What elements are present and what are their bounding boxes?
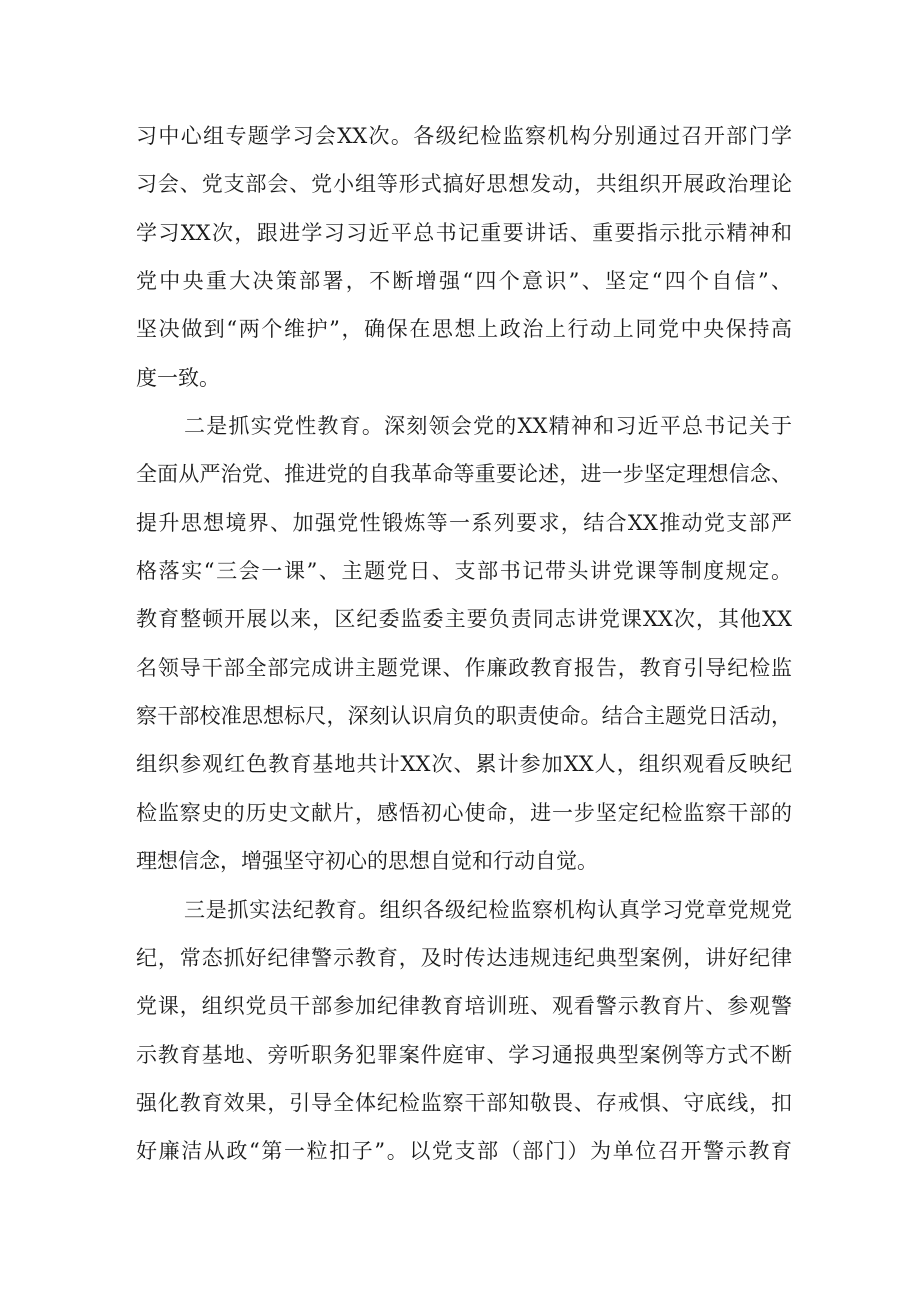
text-line: 格落实“三会一课”、主题党日、支部书记带头讲党课等制度规定。 (136, 559, 792, 584)
text-line: 全面从严治党、推进党的自我革命等重要论述，进一步坚定理想信念、 (136, 462, 792, 487)
document-body (136, 112, 792, 1176)
text-line: 理想信念，增强坚守初心的思想自觉和行动自觉。 (136, 849, 598, 874)
text-line: 学习XX次，跟进学习习近平总书记重要讲话、重要指示批示精神和 (136, 220, 792, 245)
text-line: 提升思想境界、加强党性锻炼等一系列要求，结合XX推动党支部严 (136, 510, 792, 535)
text-line: 察干部校准思想标尺，深刻认识肩负的职责使命。结合主题党日活动， (136, 704, 792, 729)
text-line: 示教育基地、旁听职务犯罪案件庭审、学习通报典型案例等方式不断 (136, 1042, 792, 1067)
paragraph-continued (136, 112, 792, 402)
text-line: 好廉洁从政“第一粒扣子”。以党支部（部门）为单位召开警示教育 (136, 1139, 792, 1164)
text-line: 党中央重大决策部署，不断增强“四个意识”、坚定“四个自信”、 (136, 269, 792, 294)
text-line: 教育整顿开展以来，区纪委监委主要负责同志讲党课XX次，其他XX (136, 607, 792, 632)
text-line: 三是抓实法纪教育。组织各级纪检监察机构认真学习党章党规党 (184, 897, 792, 922)
paragraph-law-discipline-education (136, 886, 792, 1176)
text-line: 习中心组专题学习会XX次。各级纪检监察机构分别通过召开部门学 (136, 124, 792, 148)
text-line: 纪，常态抓好纪律警示教育，及时传达违规违纪典型案例，讲好纪律 (136, 945, 792, 970)
text-line: 组织参观红色教育基地共计XX次、累计参加XX人，组织观看反映纪 (136, 752, 792, 777)
text-line: 党课，组织党员干部参加纪律教育培训班、观看警示教育片、参观警 (136, 994, 792, 1019)
text-line: 名领导干部全部完成讲主题党课、作廉政教育报告，教育引导纪检监 (136, 655, 792, 680)
text-line: 坚决做到“两个维护”，确保在思想上政治上行动上同党中央保持高 (136, 317, 792, 342)
text-line: 度一致。 (136, 365, 220, 390)
text-line: 二是抓实党性教育。深刻领会党的XX精神和习近平总书记关于 (184, 414, 792, 439)
text-line: 强化教育效果，引导全体纪检监察干部知敬畏、存戒惧、守底线，扣 (136, 1090, 792, 1115)
paragraph-party-spirit-education (136, 402, 792, 885)
text-line: 检监察史的历史文献片，感悟初心使命，进一步坚定纪检监察干部的 (136, 800, 792, 825)
text-line: 习会、党支部会、党小组等形式搞好思想发动，共组织开展政治理论 (136, 172, 792, 197)
